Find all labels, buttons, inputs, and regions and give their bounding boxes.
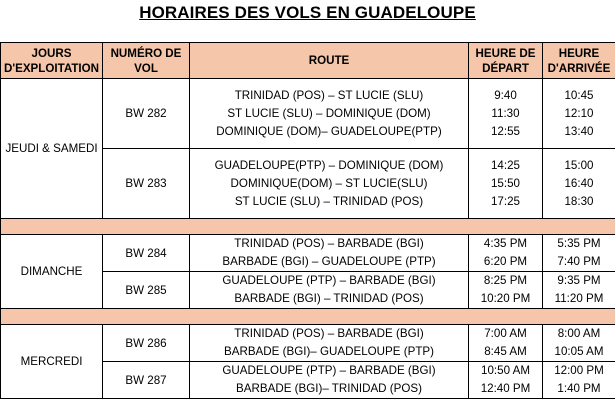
arrival-time: 10:45 (564, 88, 594, 102)
departure-cell (469, 325, 543, 362)
flight-number-cell: BW 287 (103, 362, 190, 399)
arrival-cell (543, 325, 615, 362)
operating-days-cell: DIMANCHE (1, 235, 103, 309)
route-leg: GUADELOUPE (PTP) – BARBADE (BGI) (222, 274, 436, 287)
column-header-arrival: HEURE D'ARRIVÉE (543, 43, 615, 79)
flight-number-cell: BW 285 (103, 272, 190, 309)
table-row (1, 79, 615, 149)
departure-time: 9:40 (494, 88, 517, 102)
group-separator (1, 219, 615, 235)
route-leg: GUADELOUPE (PTP) – BARBADE (BGI) (222, 364, 436, 377)
flight-number-cell: BW 284 (103, 235, 190, 272)
route-leg: BARBADE (BGI)– TRINIDAD (POS) (236, 382, 422, 395)
departure-cell (469, 235, 543, 272)
operating-days-cell: MERCREDI (1, 325, 103, 399)
table-row (1, 325, 615, 362)
route-leg: DOMINIQUE(DOM) – ST LUCIE(SLU) (230, 176, 428, 190)
departure-time: 17:25 (490, 194, 520, 208)
departure-time: 10:20 PM (480, 292, 531, 305)
operating-days-cell: JEUDI & SAMEDI (1, 79, 103, 219)
route-cell (190, 79, 469, 149)
departure-time: 4:35 PM (483, 237, 528, 250)
arrival-cell (543, 149, 615, 219)
column-header-departure: HEURE DE DÉPART (469, 43, 543, 79)
arrival-time: 8:00 AM (557, 327, 601, 340)
departure-time: 7:00 AM (484, 327, 527, 340)
departure-time: 8:45 AM (484, 345, 527, 358)
route-leg: TRINIDAD (POS) – BARBADE (BGI) (234, 237, 424, 250)
page-title: HORAIRES DES VOLS EN GUADELOUPE (139, 3, 476, 22)
departure-time: 8:25 PM (483, 274, 528, 287)
arrival-time: 12:00 PM (554, 364, 604, 377)
route-leg: TRINIDAD (POS) – BARBADE (BGI) (234, 327, 424, 340)
route-cell (190, 235, 469, 272)
arrival-time: 16:40 (564, 176, 594, 190)
route-leg: BARBADE (BGI)– GUADELOUPE (PTP) (223, 345, 435, 358)
route-cell (190, 272, 469, 309)
arrival-time: 10:05 AM (554, 345, 604, 358)
departure-time: 12:40 PM (480, 382, 531, 395)
column-header-days: JOURS D'EXPLOITATION (1, 43, 103, 79)
arrival-time: 5:35 PM (557, 237, 601, 250)
departure-time: 10:50 AM (481, 364, 530, 377)
arrival-cell (543, 362, 615, 399)
route-leg: TRINIDAD (POS) – ST LUCIE (SLU) (234, 88, 424, 102)
departure-cell (469, 362, 543, 399)
group-separator (1, 309, 615, 325)
flight-number-cell: BW 286 (103, 325, 190, 362)
departure-cell (469, 272, 543, 309)
route-cell (190, 362, 469, 399)
route-leg: BARBADE (BGI) – TRINIDAD (POS) (234, 292, 424, 305)
departure-cell (469, 79, 543, 149)
departure-time: 11:30 (491, 106, 520, 120)
arrival-cell (543, 235, 615, 272)
flight-number-cell: BW 283 (103, 149, 190, 219)
arrival-time: 18:30 (564, 194, 594, 208)
route-leg: ST LUCIE (SLU) – DOMINIQUE (DOM) (227, 106, 431, 120)
arrival-cell (543, 79, 615, 149)
arrival-time: 15:00 (564, 158, 594, 172)
departure-time: 12:55 (490, 124, 520, 138)
arrival-cell (543, 272, 615, 309)
arrival-time: 7:40 PM (557, 255, 601, 268)
column-header-route: ROUTE (190, 43, 469, 79)
arrival-time: 12:10 (564, 106, 594, 120)
flight-schedule-table (0, 42, 615, 399)
departure-time: 14:25 (490, 158, 520, 172)
arrival-time: 9:35 PM (557, 274, 601, 287)
departure-cell (469, 149, 543, 219)
route-cell (190, 149, 469, 219)
route-cell (190, 325, 469, 362)
column-header-flight: NUMÉRO DE VOL (103, 43, 190, 79)
arrival-time: 13:40 (564, 124, 594, 138)
route-leg: ST LUCIE (SLU) – TRINIDAD (POS) (234, 194, 424, 208)
arrival-time: 1:40 PM (557, 382, 601, 395)
route-leg: DOMINIQUE (DOM)– GUADELOUPE(PTP) (216, 124, 442, 138)
arrival-time: 11:20 PM (554, 292, 604, 305)
departure-time: 6:20 PM (483, 255, 528, 268)
departure-time: 15:50 (490, 176, 520, 190)
route-leg: GUADELOUPE(PTP) – DOMINIQUE (DOM) (214, 158, 444, 172)
route-leg: BARBADE (BGI) – GUADELOUPE (PTP) (222, 255, 436, 268)
table-row (1, 235, 615, 272)
flight-number-cell: BW 282 (103, 79, 190, 149)
